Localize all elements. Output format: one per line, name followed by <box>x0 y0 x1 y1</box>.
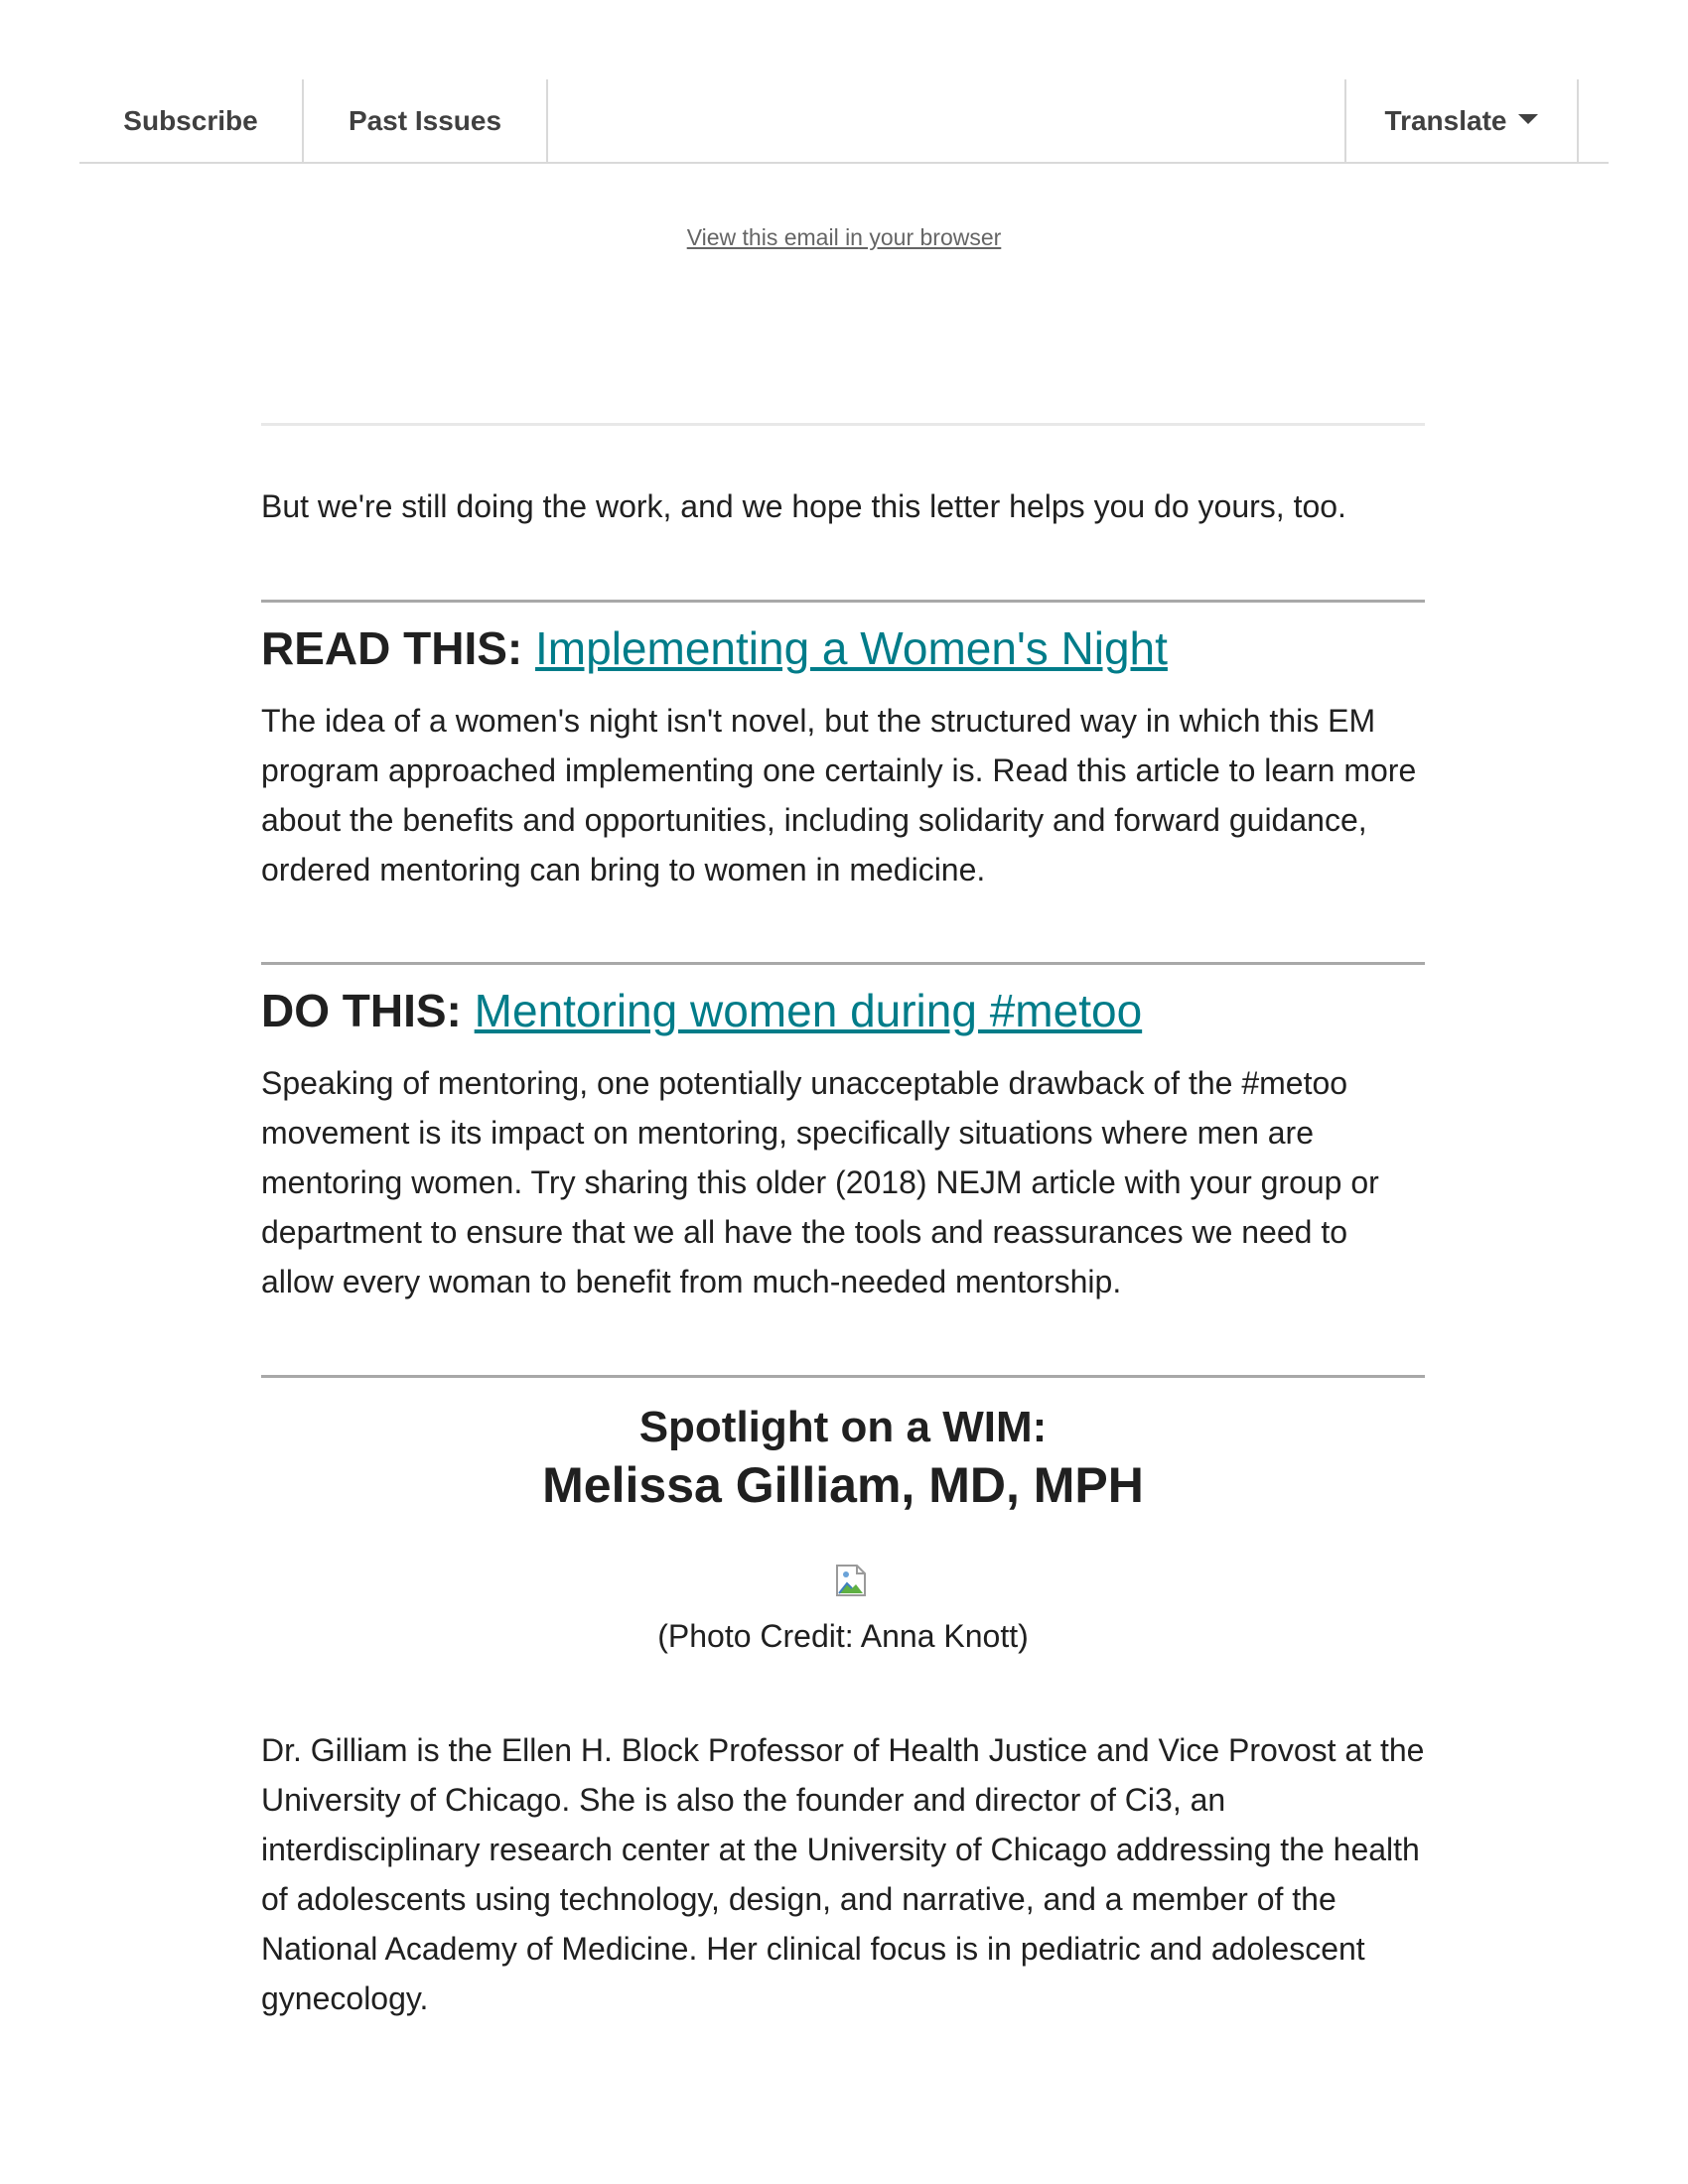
intro-text: But we're still doing the work, and we hope this letter helps you do yours, too. <box>261 488 1346 524</box>
translate-dropdown[interactable] <box>1344 79 1579 163</box>
past-issues-button[interactable] <box>304 79 548 163</box>
divider <box>261 600 1425 603</box>
divider <box>261 1375 1425 1378</box>
spotlight-heading <box>261 1400 1425 1515</box>
broken-image-icon <box>834 1564 868 1597</box>
do-this-article-link[interactable]: Mentoring women during #metoo <box>474 985 1143 1036</box>
subscribe-label: Subscribe <box>123 105 258 136</box>
photo-credit: (Photo Credit: Anna Knott) <box>657 1618 1029 1654</box>
do-this-label: DO THIS: <box>261 985 462 1036</box>
top-nav-bar <box>79 79 1609 164</box>
read-this-article-link[interactable]: Implementing a Women's Night <box>535 622 1168 674</box>
divider <box>261 962 1425 965</box>
do-this-heading <box>261 983 1425 1038</box>
view-in-browser-link[interactable]: View this email in your browser <box>686 224 1002 250</box>
spotlight-person-name: Melissa Gilliam, MD, MPH <box>542 1457 1144 1513</box>
read-this-heading <box>261 620 1425 676</box>
divider <box>261 423 1425 426</box>
read-this-label: READ THIS: <box>261 622 523 674</box>
spotlight-label: Spotlight on a WIM: <box>638 1403 1048 1451</box>
subscribe-button[interactable] <box>79 79 304 163</box>
translate-label: Translate <box>1384 105 1507 136</box>
past-issues-label: Past Issues <box>348 105 502 136</box>
do-this-body: Speaking of mentoring, one potentially unacceptable drawback of the #metoo movement is its impact on mentoring, specifically situations where men are mentoring women. Try sharing this older (2018) NEJM article with your group or department to ensure that we all have the tools and reassurances we need to allow every woman to benefit from much-needed mentorship. <box>261 1065 1379 1299</box>
caret-down-icon <box>1518 114 1538 124</box>
read-this-body: The idea of a women's night isn't novel, but the structured way in which this EM program approached implementing one certainly is. Read this article to learn more about the benefits and opportunities, including solidarity and forward guidance, ordered mentoring can bring to women in medicine. <box>261 703 1417 887</box>
spotlight-bio: Dr. Gilliam is the Ellen H. Block Professor of Health Justice and Vice Provost at the University of Chicago. She is also the founder and director of Ci3, an interdisciplinary research center at the University of Chicago addressing the health of adolescents using technology, design, and narrative, and a member of the National Academy of Medicine. Her clinical focus is in pediatric and adolescent gynecology. <box>261 1732 1425 2016</box>
